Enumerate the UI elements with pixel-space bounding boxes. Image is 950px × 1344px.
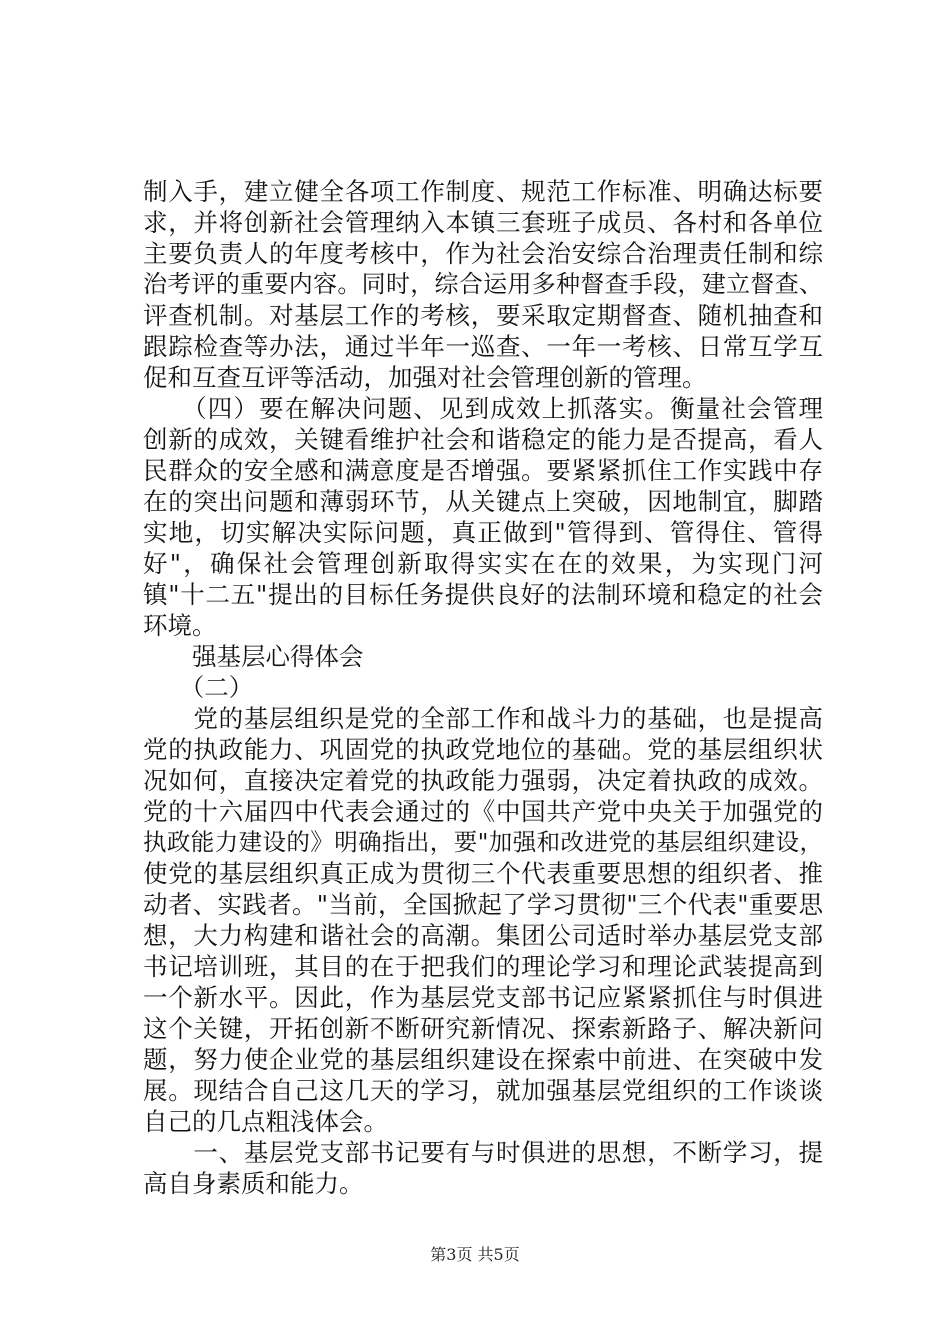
text-line: 一、基层党支部书记要有与时俱进的思想，不断学习，提 [143,1138,823,1167]
text-line: 党的执政能力、巩固党的执政党地位的基础。党的基层组织状 [143,735,823,764]
text-line: 题，努力使企业党的基层组织建设在探索中前进、在突破中发 [143,1045,823,1074]
text-line: 使党的基层组织真正成为贯彻三个代表重要思想的组织者、推 [143,859,823,888]
text-line: 评查机制。对基层工作的考核，要采取定期督查、随机抽查和 [143,301,823,330]
text-line: 实地，切实解决实际问题，真正做到"管得到、管得住、管得 [143,518,823,547]
text-line: 促和互查互评等活动，加强对社会管理创新的管理。 [143,363,707,392]
text-line: 展。现结合自己这几天的学习，就加强基层党组织的工作谈谈 [143,1076,823,1105]
text-line: 治考评的重要内容。同时，综合运用多种督查手段，建立督查、 [143,270,823,298]
text-line: 动者、实践者。"当前，全国掀起了学习贯彻"三个代表"重要思 [143,890,823,919]
text-line: 这个关键，开拓创新不断研究新情况、探索新路子、解决新问 [143,1014,823,1043]
page-footer: 第3页 共5页 [430,1245,520,1264]
text-line: 一个新水平。因此，作为基层党支部书记应紧紧抓住与时俱进 [143,983,823,1012]
text-line: 主要负责人的年度考核中，作为社会治安综合治理责任制和综 [143,239,823,268]
text-line: 镇"十二五"提出的目标任务提供良好的法制环境和稳定的社会 [143,580,823,609]
text-line: 在的突出问题和薄弱环节，从关键点上突破，因地制宜，脚踏 [143,487,823,516]
text-line: 书记培训班，其目的在于把我们的理论学习和理论武装提高到 [143,952,823,981]
text-line: 党的基层组织是党的全部工作和战斗力的基础，也是提高 [143,704,823,733]
text-line: 强基层心得体会 [143,642,364,671]
text-line: 况如何，直接决定着党的执政能力强弱，决定着执政的成效。 [143,766,823,795]
text-line: 制入手，建立健全各项工作制度、规范工作标准、明确达标要 [143,177,823,206]
text-line: 跟踪检查等办法，通过半年一巡查、一年一考核、日常互学互 [143,332,823,361]
text-line: 好"，确保社会管理创新取得实实在在的效果，为实现门河 [143,549,823,578]
text-line: 执政能力建设的》明确指出，要"加强和改进党的基层组织建设， [143,828,823,856]
text-line: 环境。 [143,611,217,640]
document-body [143,176,823,1199]
text-line: 创新的成效，关键看维护社会和谐稳定的能力是否提高，看人 [143,425,823,454]
text-line: 党的十六届四中代表会通过的《中国共产党中央关于加强党的 [143,797,823,826]
text-line: 自己的几点粗浅体会。 [143,1107,388,1136]
text-line: （四）要在解决问题、见到成效上抓落实。衡量社会管理 [143,394,823,423]
text-line: 想，大力构建和谐社会的高潮。集团公司适时举办基层党支部 [143,921,823,950]
text-line: 求，并将创新社会管理纳入本镇三套班子成员、各村和各单位 [143,208,823,237]
text-line: 民群众的安全感和满意度是否增强。要紧紧抓住工作实践中存 [143,456,823,485]
text-line: 高自身素质和能力。 [143,1169,364,1198]
text-line: （二） [143,673,254,702]
